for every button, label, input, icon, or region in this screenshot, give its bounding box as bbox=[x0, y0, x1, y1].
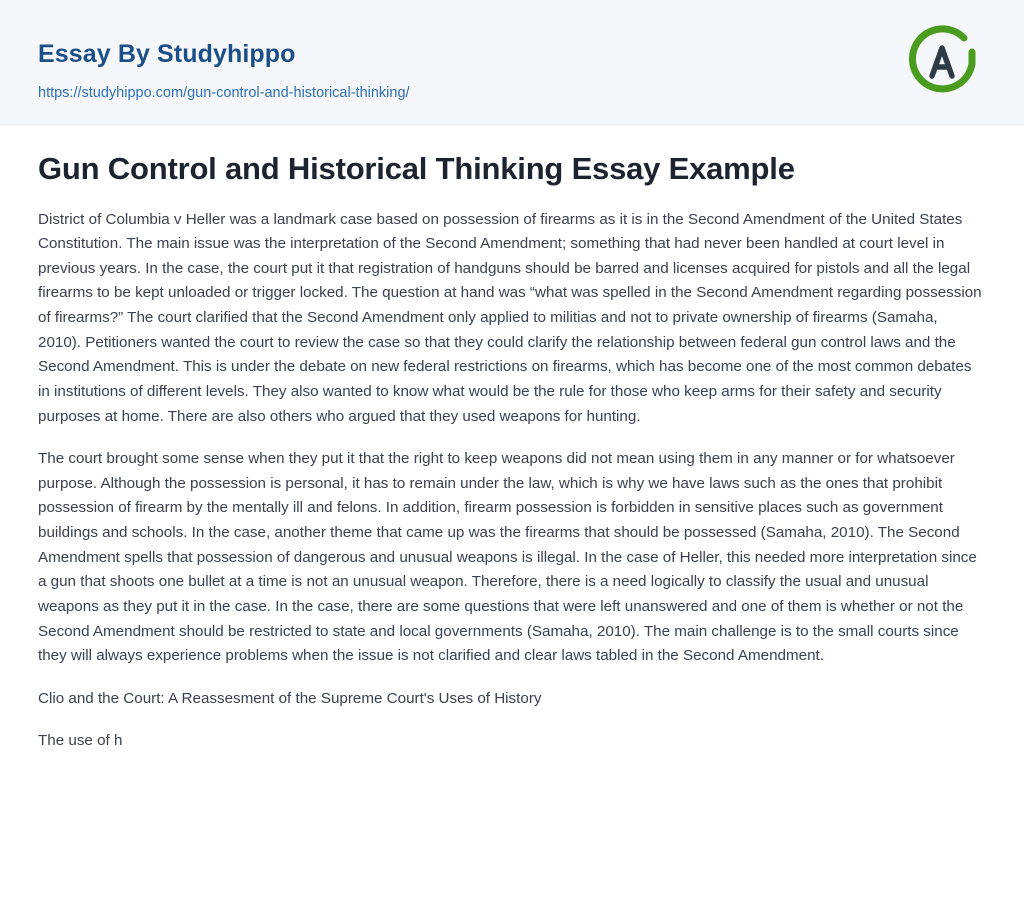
source-url-link[interactable]: https://studyhippo.com/gun-control-and-historical-thinking/ bbox=[38, 85, 410, 101]
article-paragraph: The court brought some sense when they put it that the right to keep weapons did not mean using them in any manner or for whatsoever purpose. Although the possession is personal, it has to remain under the law, which is why we have laws such as the ones that prohibit possession of firearm by the mentally ill and felons. In addition, firearm possession is forbidden in sensitive places such as government buildings and schools. In the case, another theme that came up was the firearms that should be possessed (Samaha, 2010). The Second Amendment spells that possession of dangerous and unusual weapons is illegal. In the case of Heller, this needed more interpretation since a gun that shoots one bullet at a time is not an unusual weapon. Therefore, there is a need logically to classify the usual and unusual weapons as they put it in the case. In the case, there are some questions that were left unanswered and one of them is whether or not the Second Amendment should be restricted to state and local governments (Samaha, 2010). The main challenge is to the small courts since they will always experience problems when the issue is not clarified and clear laws tabled in the Second Amendment. bbox=[38, 450, 977, 665]
article-body bbox=[0, 125, 1024, 754]
article-truncated-paragraph: The use of h bbox=[38, 732, 123, 750]
studyhippo-logo-icon bbox=[902, 22, 982, 102]
article-paragraph: District of Columbia v Heller was a landmark case based on possession of firearms as it is in the Second Amendment of the United States Constitution. The main issue was the interpretation of the Second Amendment; something that had never been handled at court level in previous years. In the case, the court put it that registration of handguns should be barred and licenses acquired for pistols and all the legal firearms to be kept unloaded or trigger locked. The question at hand was “what was spelled in the Second Amendment regarding possession of firearms?” The court clarified that the Second Amendment only applied to militias and not to private ownership of firearms (Samaha, 2010). Petitioners wanted the court to review the case so that they could clarify the relationship between federal gun control laws and the Second Amendment. This is under the debate on new federal restrictions on firearms, which has become one of the most common debates in institutions of different levels. They also wanted to know what would be the rule for those who keep arms for their safety and security purposes at home. There are also others who argued that they used weapons for hunting. bbox=[38, 210, 982, 425]
site-header bbox=[0, 0, 1024, 125]
site-brand: Essay By Studyhippo bbox=[38, 40, 296, 68]
page-title: Gun Control and Historical Thinking Essay Example bbox=[38, 151, 795, 186]
article-section-heading: Clio and the Court: A Reassesment of the Supreme Court's Uses of History bbox=[38, 689, 542, 707]
